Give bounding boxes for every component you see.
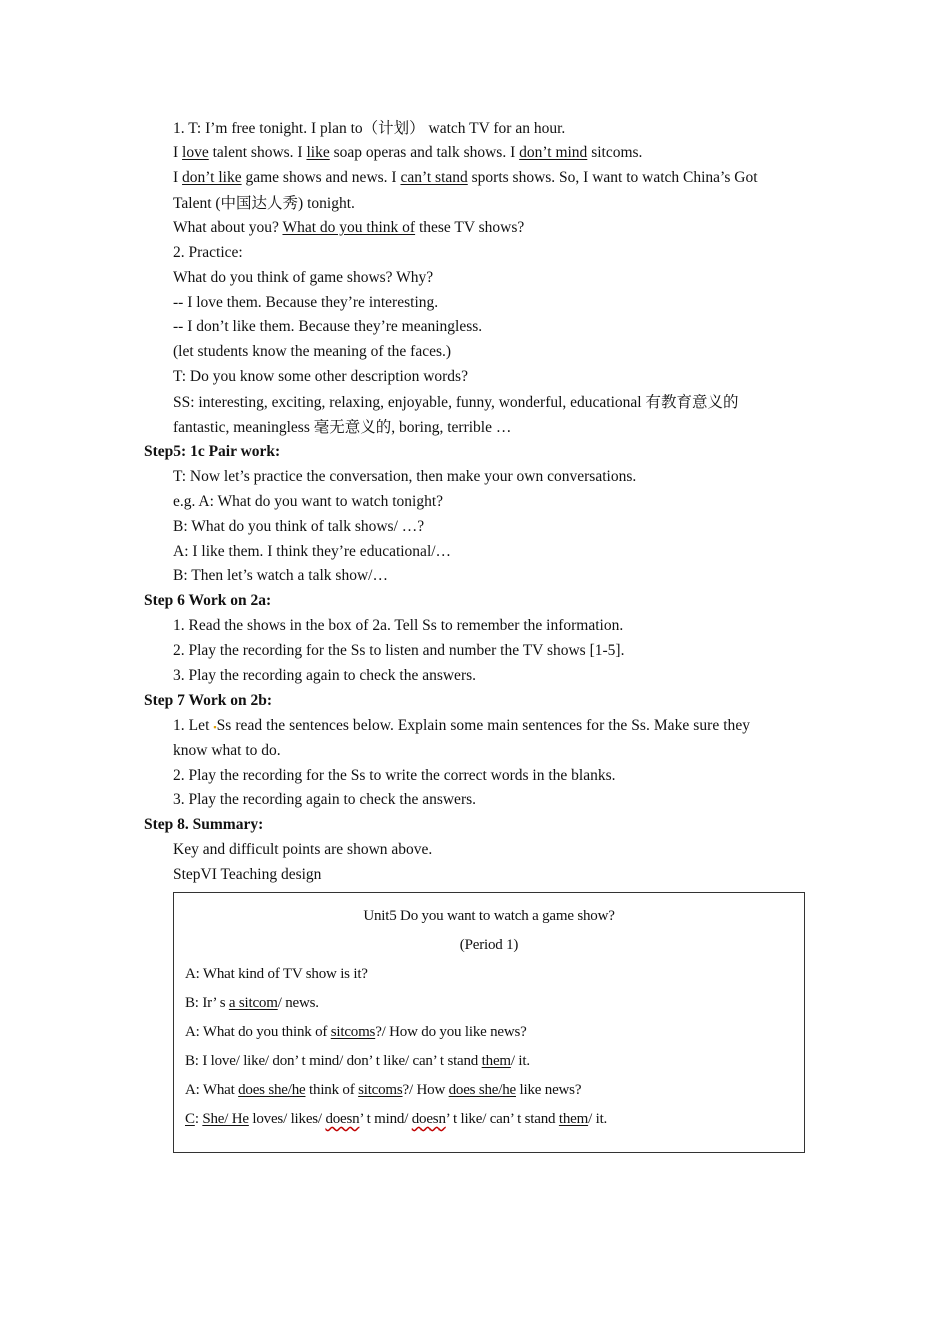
step5-heading: Step5: 1c Pair work: — [144, 443, 281, 460]
step5-line-4: A: I like them. I think they’re educational/… — [173, 543, 452, 560]
step5-line-2: e.g. A: What do you want to watch tonight? — [173, 493, 444, 510]
step6-line-1: 1. Read the shows in the box of 2a. Tell Ss to remember the information. — [173, 617, 624, 634]
design-row-1: A: What kind of TV show is it? — [185, 966, 368, 982]
intro-line-11: T: Do you know some other description words? — [173, 368, 468, 385]
design-row-4: B: I love/ like/ don’ t mind/ don’ t like/ can’ t stand them/ it. — [185, 1053, 530, 1069]
intro-line-5: What about you? What do you think of these TV shows? — [173, 219, 525, 236]
design-row-3: A: What do you think of sitcoms?/ How do you like news? — [185, 1024, 527, 1040]
intro-line-2: I love talent shows. I like soap operas and talk shows. I don’t mind sitcoms. — [173, 144, 643, 161]
intro-line-1: 1. T: I’m free tonight. I plan to（计划） watch TV for an hour. — [173, 120, 566, 137]
step7-line-2: know what to do. — [173, 742, 281, 759]
design-title: Unit5 Do you want to watch a game show? — [363, 908, 615, 924]
intro-line-8: -- I love them. Because they’re interesting. — [173, 294, 439, 311]
design-period: (Period 1) — [459, 937, 519, 953]
intro-line-9: -- I don’t like them. Because they’re meaningless. — [173, 318, 483, 335]
intro-line-7: What do you think of game shows? Why? — [173, 269, 434, 286]
step6-line-3: 3. Play the recording again to check the answers. — [173, 667, 477, 684]
step8-line-1: Key and difficult points are shown above. — [173, 841, 433, 858]
intro-line-3: I don’t like game shows and news. I can’t stand sports shows. So, I want to watch China’s Got — [173, 169, 758, 186]
step5-line-3: B: What do you think of talk shows/ …? — [173, 518, 425, 535]
step7-line-1: 1. Let ▪Ss read the sentences below. Explain some main sentences for the Ss. Make sure they — [173, 717, 751, 734]
intro-line-6: 2. Practice: — [173, 244, 243, 261]
intro-line-13: fantastic, meaningless 毫无意义的, boring, terrible … — [173, 419, 512, 436]
design-row-2: B: Ir’ s a sitcom/ news. — [185, 995, 319, 1011]
marker-dot: ▪ — [213, 722, 217, 732]
step8-line-2: StepVI Teaching design — [173, 866, 322, 883]
intro-line-4: Talent (中国达人秀) tonight. — [173, 195, 355, 212]
teaching-design-box — [173, 892, 805, 1153]
design-row-6: C: She/ He loves/ likes/ doesn’ t mind/ doesn’ t like/ can’ t stand them/ it. — [185, 1111, 608, 1127]
design-row-5: A: What does she/he think of sitcoms?/ How does she/he like news? — [185, 1082, 582, 1098]
step6-line-2: 2. Play the recording for the Ss to listen and number the TV shows [1-5]. — [173, 642, 625, 659]
intro-line-10: (let students know the meaning of the faces.) — [173, 343, 452, 360]
step7-heading: Step 7 Work on 2b: — [144, 692, 273, 709]
step7-line-3: 2. Play the recording for the Ss to write the correct words in the blanks. — [173, 767, 616, 784]
step5-line-5: B: Then let’s watch a talk show/… — [173, 567, 388, 584]
step5-line-1: T: Now let’s practice the conversation, then make your own conversations. — [173, 468, 637, 485]
intro-line-12: SS: interesting, exciting, relaxing, enjoyable, funny, wonderful, educational 有教育意义的 — [173, 394, 739, 411]
step6-heading: Step 6 Work on 2a: — [144, 592, 272, 609]
step7-line-4: 3. Play the recording again to check the answers. — [173, 791, 477, 808]
step8-heading: Step 8. Summary: — [144, 816, 264, 833]
